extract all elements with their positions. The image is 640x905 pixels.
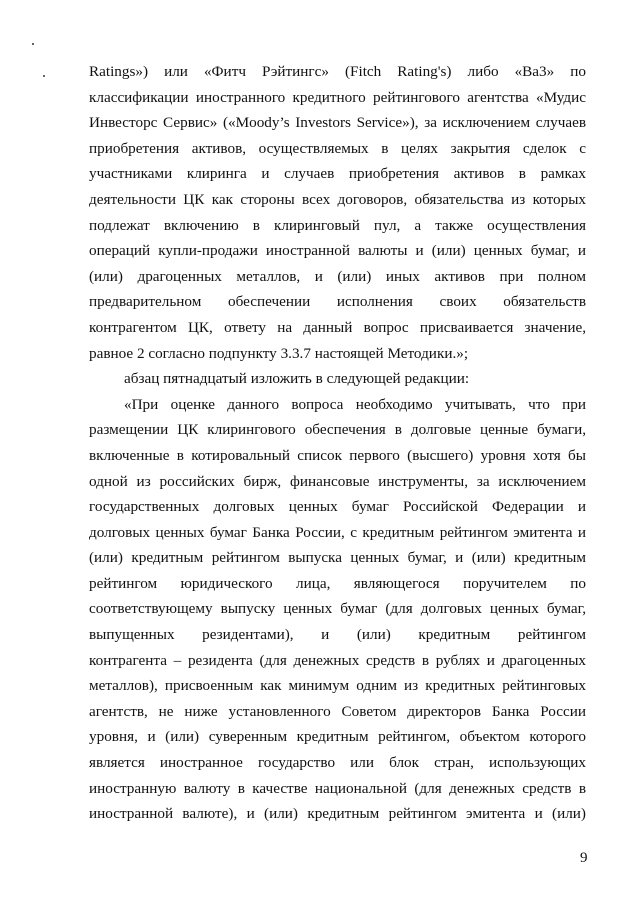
text-line: долговых ценных бумаг Банка России, с кредитным рейтингом эмитента и — [89, 523, 586, 541]
text-line: участниками клиринга и случаев приобретения активов в рамках — [89, 165, 586, 183]
text-line: операций купли-продажи иностранной валюты и (или) ценных бумаг, и — [89, 242, 586, 260]
text-line: «При оценке данного вопроса необходимо учитывать, что при — [124, 395, 586, 413]
text-line: деятельности ЦК как стороны всех договоров, обязательства из которых — [89, 190, 586, 208]
text-line: рейтингом юридического лица, являющегося поручителем по — [89, 574, 586, 592]
body-text — [89, 59, 586, 827]
text-line: иностранную валюту в качестве национальной (для денежных средств в — [89, 779, 586, 797]
text-line: равное 2 согласно подпункту 3.3.7 настоящей Методики.»; — [89, 344, 469, 362]
text-line: соответствующему выпуску ценных бумаг (для долговых ценных бумаг, — [89, 600, 586, 618]
text-line: контрагента – резидента (для денежных средств в рублях и драгоценных — [89, 651, 586, 669]
page-number: 9 — [580, 850, 588, 866]
text-line: одной из российских бирж, финансовые инструменты, за исключением — [89, 472, 586, 490]
text-line: выпущенных резидентами), и (или) кредитным рейтингом — [89, 626, 586, 644]
text-line: абзац пятнадцатый изложить в следующей редакции: — [124, 370, 470, 388]
text-line: Инвесторс Сервис» («Moody’s Investors Service»), за исключением случаев — [89, 114, 586, 132]
scan-speck — [32, 43, 34, 45]
text-line: иностранной валюте), и (или) кредитным рейтингом эмитента и (или) — [89, 805, 586, 823]
text-line: металлов), присвоенным как минимум одним из кредитных рейтинговых — [89, 677, 586, 695]
text-line: классификации иностранного кредитного рейтингового агентства «Мудис — [89, 88, 586, 106]
text-line: предварительном обеспечении исполнения своих обязательств — [89, 293, 586, 311]
text-line: является иностранное государство или блок стран, использующих — [89, 754, 586, 772]
text-line: подлежат включению в клиринговый пул, а также осуществления — [89, 216, 586, 234]
scan-speck — [43, 75, 45, 77]
text-line: размещении ЦК клирингового обеспечения в долговые ценные бумаги, — [89, 421, 586, 439]
text-line: агентств, не ниже установленного Советом директоров Банка России — [89, 702, 586, 720]
text-line: уровня, и (или) суверенным кредитным рейтингом, объектом которого — [89, 728, 586, 746]
text-line: Ratings») или «Фитч Рэйтингс» (Fitch Rating's) либо «Ba3» по — [89, 63, 586, 80]
text-line: включенные в котировальный список первого (высшего) уровня хотя бы — [89, 446, 586, 464]
text-line: приобретения активов, осуществляемых в целях закрытия сделок с — [89, 139, 586, 157]
text-line: (или) кредитным рейтингом выпуска ценных бумаг, и (или) кредитным — [89, 549, 586, 567]
text-line: контрагентом ЦК, ответу на данный вопрос присваивается значение, — [89, 318, 586, 336]
text-line: (или) драгоценных металлов, и (или) иных активов при полном — [89, 267, 586, 285]
text-line: государственных долговых ценных бумаг Российской Федерации и — [89, 498, 586, 516]
